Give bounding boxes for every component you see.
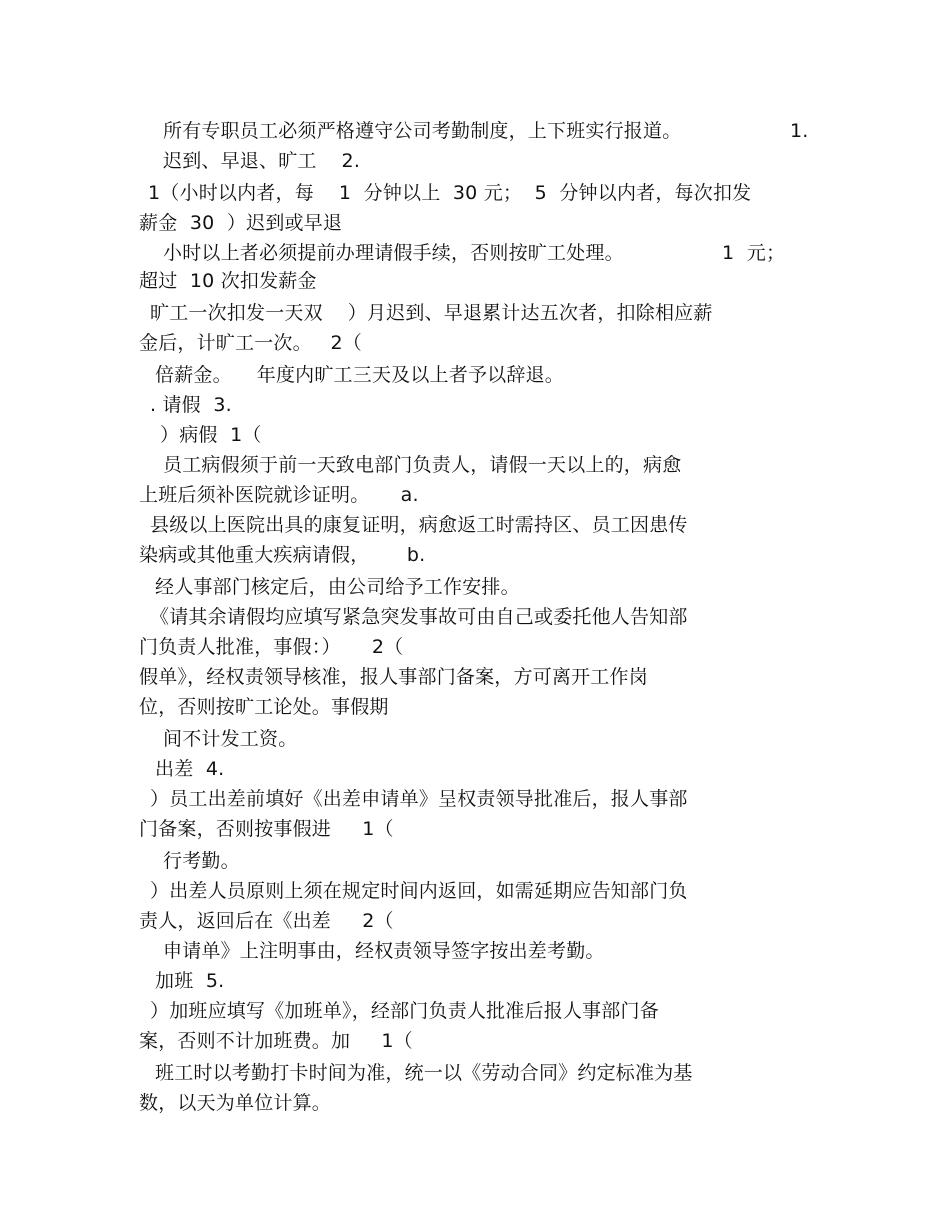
text-line: 加班 5.: [155, 970, 225, 992]
text-line: 行考勤。: [163, 850, 240, 872]
text-line: ）加班应填写《加班单》，经部门负责人批准后报人事部门备: [150, 1000, 659, 1022]
text-line: 倍薪金。 年度内旷工三天及以上者予以辞退。: [155, 364, 564, 386]
text-line: 门备案，否则按事假进 1（: [139, 818, 394, 840]
text-line: ）员工出差前填好《出差申请单》呈权责领导批准后，报人事部: [150, 788, 688, 810]
text-line: 《请其余请假均应填写紧急突发事故可由自己或委托他人告知部: [150, 606, 688, 628]
text-line: 超过 10 次扣发薪金: [139, 270, 317, 292]
text-line: 出差 4.: [155, 758, 225, 780]
text-line: 县级以上医院出具的康复证明，病愈返工时需持区、员工因患传: [150, 514, 688, 536]
text-line: . 请假 3.: [150, 394, 232, 416]
text-line: 小时以上者必须提前办理请假手续，否则按旷工处理。: [163, 242, 624, 264]
text-line: ）出差人员原则上须在规定时间内返回，如需延期应告知部门负: [150, 880, 688, 902]
text-line: 薪金 30 ）迟到或早退: [139, 212, 343, 234]
text-line: 申请单》上注明事由，经权责领导签字按出差考勤。: [163, 940, 605, 962]
text-line: 1（小时以内者，每 1 分钟以上 30 元； 5 分钟以内者，每次扣发: [148, 182, 752, 204]
text-line: 迟到、早退、旷工 2.: [163, 150, 361, 172]
text-line: 员工病假须于前一天致电部门负责人，请假一天以上的，病愈: [163, 454, 682, 476]
text-line: 数，以天为单位计算。: [139, 1092, 332, 1114]
text-line: 假单》，经权责领导核准，报人事部门备案，方可离开工作岗: [139, 666, 648, 688]
text-line: 所有专职员工必须严格遵守公司考勤制度，上下班实行报道。: [163, 120, 682, 142]
text-line: 上班后须补医院就诊证明。 a.: [139, 484, 419, 506]
text-line: 责人，返回后在《出差 2（: [139, 910, 394, 932]
text-line: 门负责人批准，事假：） 2（: [139, 636, 404, 658]
text-line: ）病假 1（: [160, 424, 262, 446]
text-line: 案，否则不计加班费。加 1（: [139, 1030, 413, 1052]
text-line: 金后，计旷工一次。 2（: [139, 332, 363, 354]
text-line: 染病或其他重大疾病请假， b.: [139, 544, 426, 566]
text-line: 旷工一次扣发一天双 ）月迟到、早退累计达五次者，扣除相应薪: [150, 302, 713, 324]
text-line: 位，否则按旷工论处。事假期: [139, 696, 389, 718]
text-line: 间不计发工资。: [163, 728, 298, 750]
text-line: 经人事部门核定后，由公司给予工作安排。: [155, 576, 520, 598]
text-line: 班工时以考勤打卡时间为准，统一以《劳动合同》约定标准为基: [155, 1062, 693, 1084]
text-line: 1.: [790, 120, 809, 142]
text-line: 1 元；: [722, 242, 786, 264]
